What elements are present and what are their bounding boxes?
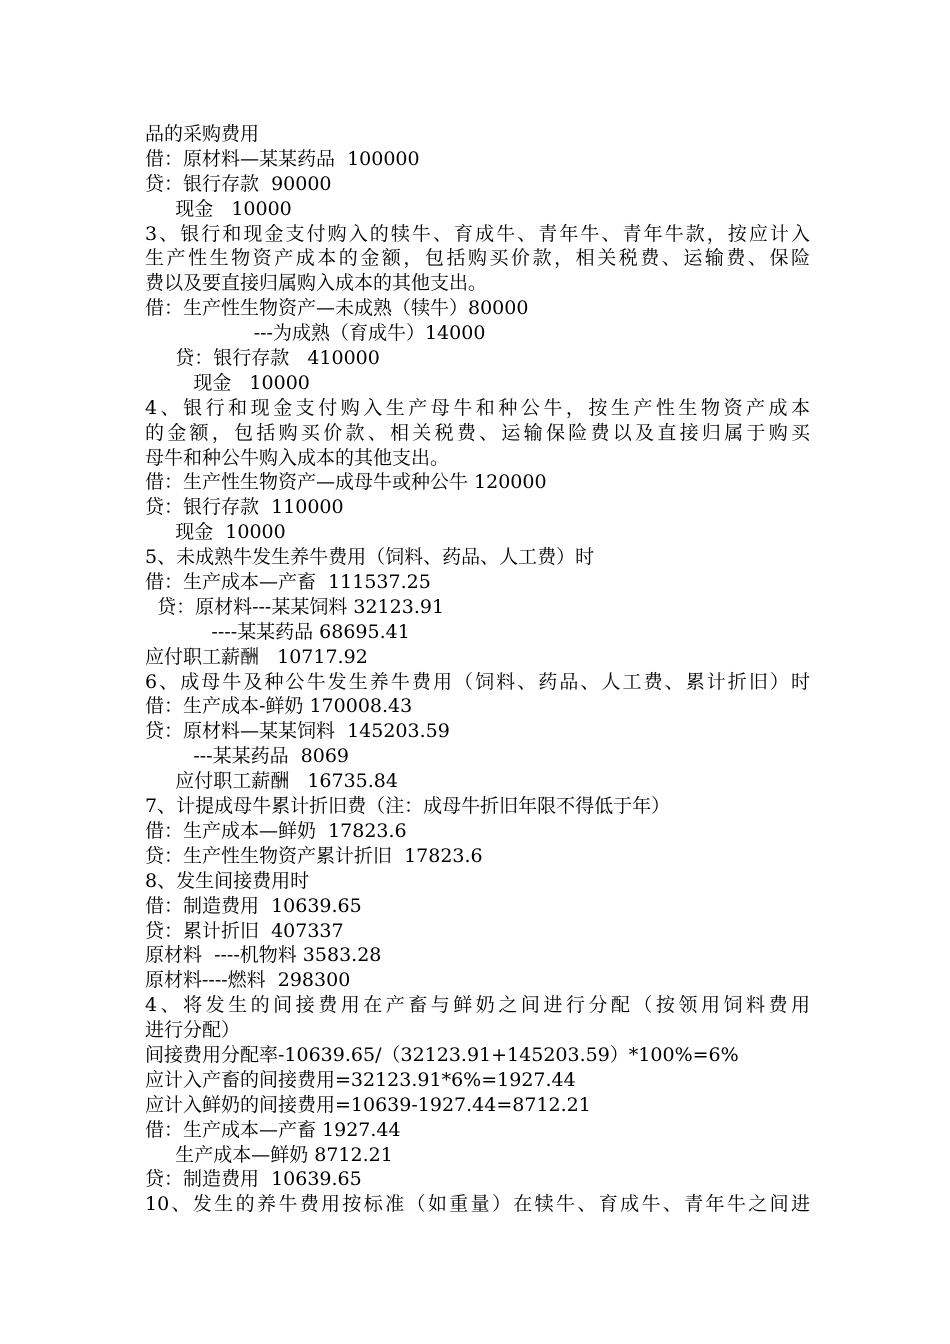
text-line: 原材料 ----机物料 3583.28 [145,944,382,967]
text-line: 借：生产成本-鲜奶 170008.43 [145,695,413,718]
text-line: 品的采购费用 [145,123,260,145]
text-line: 7、计提成母牛累计折旧费（注：成母牛折旧年限不得低于年） [145,795,671,818]
text-line: 借：生产成本—产畜 111537.25 [145,571,431,594]
text-line: 借：生产成本—产畜 1927.44 [145,1118,401,1141]
text-line: 进行分配） [145,1019,241,1042]
text-line: 借：生产成本—鲜奶 17823.6 [145,819,407,842]
text-line: 间接费用分配率-10639.65/（32123.91+145203.59）*100%=6% [145,1043,739,1066]
text-line: 现金 10000 [145,521,286,544]
text-line: 应付职工薪酬 10717.92 [145,645,368,668]
text-line: 贷：原材料---某某饲料 32123.91 [145,595,445,618]
text-line: 5、未成熟牛发生养牛费用（饲料、药品、人工费）时 [145,546,595,569]
text-line: 贷：原材料—某某饲料 145203.59 [145,720,450,743]
text-line: 应计入鲜奶的间接费用=10639-1927.44=8712.21 [145,1093,591,1116]
text-line: ---某某药品 8069 [145,745,350,768]
text-line: 贷：银行存款 410000 [145,347,380,370]
text-line: 借：制造费用 10639.65 [145,894,362,917]
text-line: 贷：银行存款 90000 [145,172,332,195]
text-line: 4、将发生的间接费用在产畜与鲜奶之间进行分配（按领用饲料费用 [145,994,810,1017]
text-line: 现金 10000 [145,371,310,394]
text-line: 6、成母牛及种公牛发生养牛费用（饲料、药品、人工费、累计折旧）时 [145,670,810,693]
text-line: 3、银行和现金支付购入的犊牛、育成牛、青年牛、青年牛款，按应计入 [145,222,810,245]
text-line: 4、银行和现金支付购入生产母牛和种公牛，按生产性生物资产成本 [145,396,810,419]
text-line: 贷：累计折旧 407337 [145,919,344,942]
text-line: 母牛和种公牛购入成本的其他支出。 [145,446,450,469]
document-body [145,122,810,1217]
text-line: 的金额，包括购买价款、相关税费、运输保险费以及直接归属于购买 [145,421,810,444]
text-line: 贷：制造费用 10639.65 [145,1168,362,1191]
text-line: 借：原材料—某某药品 100000 [145,147,420,170]
text-line: 生产性生物资产成本的金额，包括购买价款，相关税费、运输费、保险 [145,247,810,270]
text-line: ---为成熟（育成牛）14000 [145,322,486,345]
text-line: 费以及要直接归属购入成本的其他支出。 [145,272,488,295]
text-line: 现金 10000 [145,197,292,220]
text-line: 8、发生间接费用时 [145,869,310,892]
text-line: ----某某药品 68695.41 [145,620,410,643]
text-line: 借：生产性生物资产—成母牛或种公牛 120000 [145,471,547,494]
text-line: 原材料----燃料 298300 [145,969,351,992]
text-line: 应计入产畜的间接费用=32123.91*6%=1927.44 [145,1068,576,1091]
text-line: 应付职工薪酬 16735.84 [145,770,398,793]
text-line: 10、发生的养牛费用按标准（如重量）在犊牛、育成牛、青年牛之间进 [145,1193,810,1216]
text-line: 贷：银行存款 110000 [145,496,344,519]
text-line: 借：生产性生物资产—未成熟（犊牛）80000 [145,297,529,320]
text-line: 生产成本—鲜奶 8712.21 [145,1143,393,1166]
text-line: 贷：生产性生物资产累计折旧 17823.6 [145,844,483,867]
